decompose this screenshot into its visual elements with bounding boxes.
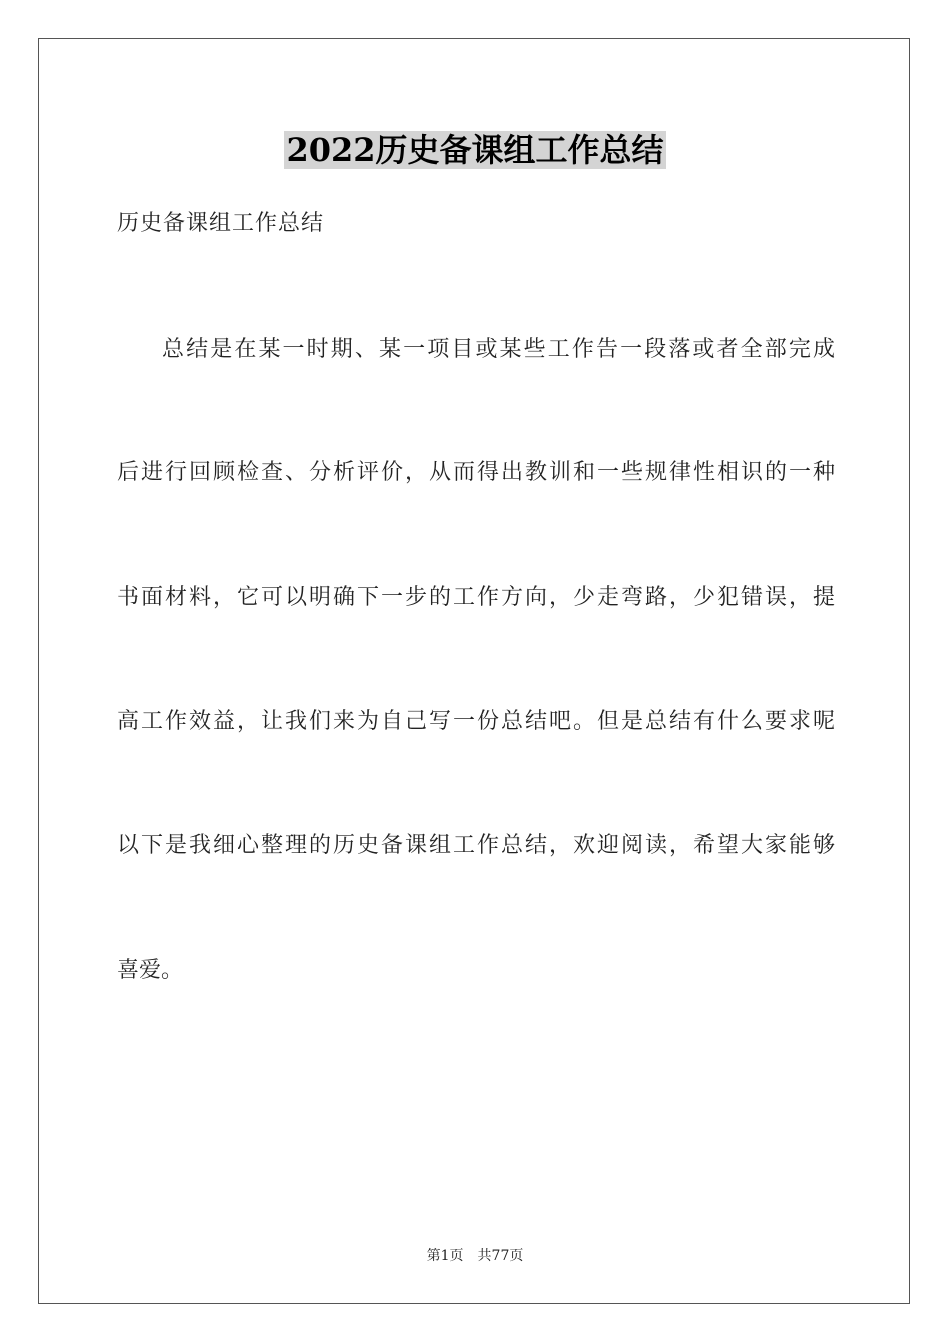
- paragraph-line: 后进行回顾检查、分析评价，从而得出教训和一些规律性相识的一种: [117, 460, 835, 485]
- page-footer: [0, 1246, 950, 1266]
- paragraph-line: 喜爱。: [117, 958, 184, 983]
- document-title-text: 2022历史备课组工作总结: [286, 131, 664, 169]
- page-number-total: 共77页: [477, 1248, 524, 1264]
- paragraph-line: 高工作效益，让我们来为自己写一份总结吧。但是总结有什么要求呢: [117, 709, 835, 734]
- document-subtitle: 历史备课组工作总结: [117, 211, 325, 236]
- document-title: [0, 126, 950, 174]
- paragraph-line: 以下是我细心整理的历史备课组工作总结，欢迎阅读，希望大家能够: [117, 833, 835, 858]
- paragraph-line: 书面材料，它可以明确下一步的工作方向，少走弯路，少犯错误，提: [117, 585, 835, 610]
- paragraph-line: 总结是在某一时期、某一项目或某些工作告一段落或者全部完成: [162, 337, 835, 362]
- page-number-current: 第1页: [426, 1248, 464, 1264]
